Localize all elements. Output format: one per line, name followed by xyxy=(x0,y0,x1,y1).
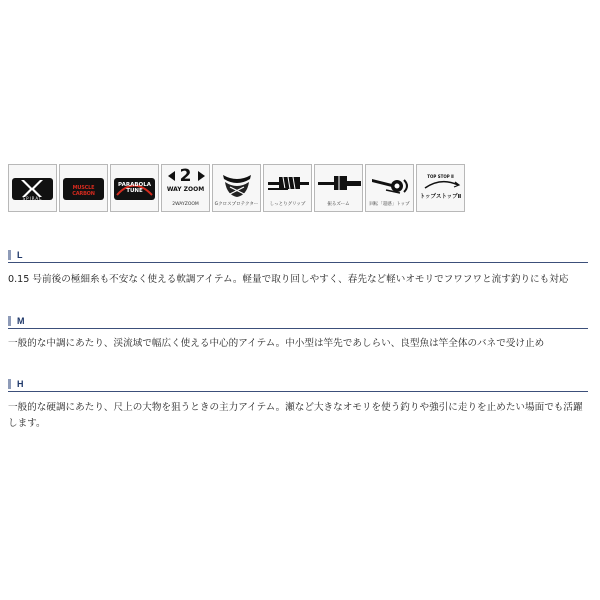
top-stop-main-text: トップストップⅡ xyxy=(419,194,462,200)
section-label-m: M xyxy=(17,316,25,326)
shittori-grip-icon xyxy=(263,164,312,212)
two-way-zoom-text: WAY ZOOM xyxy=(166,186,205,193)
muscle-carbon-text: MUSCLE CARBON xyxy=(72,185,95,197)
parabola-text-line2: TUNE xyxy=(126,188,143,194)
section-body-h: 一般的な硬調にあたり、尺上の大物を狙うときの主力アイテム。瀬など大きなオモリを使う釣りや強引に走りを止めたい場面でも活躍します。 xyxy=(8,402,583,429)
kaiten-top-icon xyxy=(365,164,414,212)
heading-bar xyxy=(8,316,11,326)
kaiten-top-caption: 回転「超感」トップ xyxy=(369,201,410,207)
section-body-l: 0.15 号前後の極細糸も不安なく使える軟調アイテム。軽量で取り回しやすく、春先など軽いオモリでフワフワと流す釣りにも対応 xyxy=(8,274,569,285)
feature-icon-row xyxy=(8,164,465,212)
two-way-zoom-icon xyxy=(161,164,210,212)
x-spiral-icon xyxy=(8,164,57,212)
g-cross-protector-caption: Gクロスプロテクター xyxy=(214,201,259,207)
x-spiral-text: SPIRAL xyxy=(22,196,43,201)
section-body-m: 一般的な中調にあたり、渓流域で幅広く使える中心的アイテム。中小型は竿先であしらい、良型魚は竿全体のバネで受け止め xyxy=(8,338,545,349)
section-heading-m xyxy=(8,315,588,329)
parabola-text-line1: PARABOLA xyxy=(118,182,151,188)
heading-bar xyxy=(8,250,11,260)
section-label-l: L xyxy=(17,250,23,260)
section-label-h: H xyxy=(17,379,24,389)
top-stop-top-text: TOP STOP Ⅱ xyxy=(427,174,454,179)
muscle-carbon-icon xyxy=(59,164,108,212)
section-heading-l xyxy=(8,249,588,263)
zoom-icon xyxy=(314,164,363,212)
two-way-zoom-caption: 2WAYZOOM xyxy=(172,201,199,207)
parabola-tune-icon xyxy=(110,164,159,212)
section-heading-h xyxy=(8,378,588,392)
zoom-caption: 振るズーム xyxy=(327,201,350,207)
g-cross-protector-icon xyxy=(212,164,261,212)
two-way-zoom-number: 2 xyxy=(179,166,192,186)
shittori-grip-caption: しっとりグリップ xyxy=(269,201,306,207)
heading-bar xyxy=(8,379,11,389)
top-stop-icon xyxy=(416,164,465,212)
